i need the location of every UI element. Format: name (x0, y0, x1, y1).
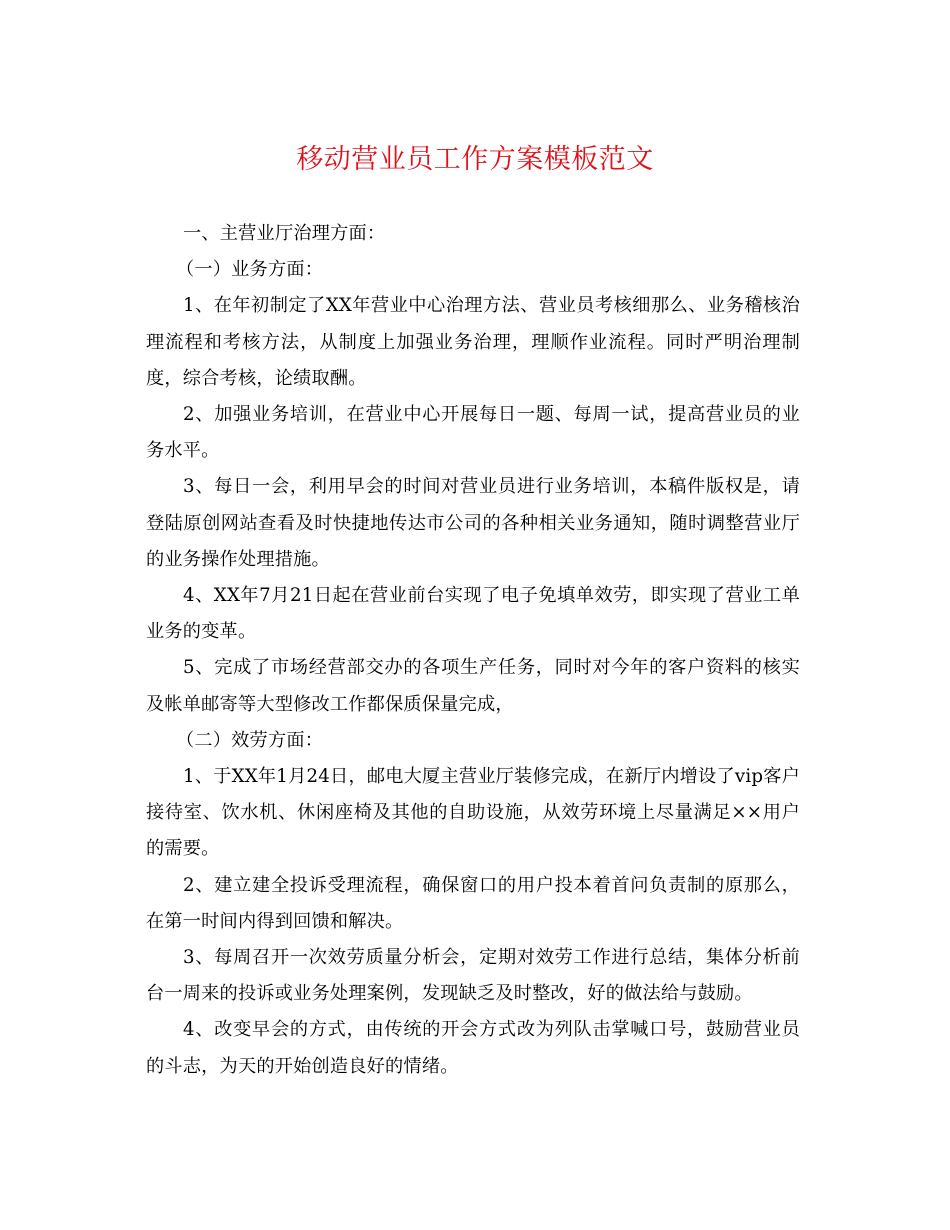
paragraph: 1、于XX年1月24日，邮电大厦主营业厅装修完成，在新厅内增设了vip客户接待室、饮水机、休闲座椅及其他的自助设施，从效劳环境上尽量满足××用户的需要。 (146, 766, 800, 860)
document-body (146, 216, 800, 1085)
paragraph: 2、加强业务培训，在营业中心开展每日一题、每周一试，提高营业员的业务水平。 (146, 404, 800, 462)
paragraph: 4、改变早会的方式，由传统的开会方式改为列队击掌喊口号，鼓励营业员的斗志，为天的开始创造良好的情绪。 (146, 1019, 800, 1077)
section-heading: 一、主营业厅治理方面： (183, 223, 386, 244)
paragraph: 2、建立建全投诉受理流程，确保窗口的用户投本着首问负责制的原那么，在第一时间内得到回馈和解决。 (146, 874, 800, 932)
subsection-heading: （一）业务方面： (176, 259, 324, 281)
paragraph: 1、在年初制定了XX年营业中心治理方法、营业员考核细那么、业务稽核治理流程和考核方法，从制度上加强业务治理，理顺作业流程。同时严明治理制度，综合考核，论绩取酬。 (146, 295, 800, 389)
paragraph: 3、每日一会，利用早会的时间对营业员进行业务培训，本稿件版权是，请登陆原创网站查看及时快捷地传达市公司的各种相关业务通知，随时调整营业厅的业务操作处理措施。 (146, 476, 800, 570)
paragraph: 4、XX年7月21日起在营业前台实现了电子免填单效劳，即实现了营业工单业务的变革。 (146, 585, 800, 643)
paragraph: 5、完成了市场经营部交办的各项生产任务，同时对今年的客户资料的核实及帐单邮寄等大型修改工作都保质保量完成， (146, 657, 800, 715)
paragraph: 3、每周召开一次效劳质量分析会，定期对效劳工作进行总结，集体分析前台一周来的投诉或业务处理案例，发现缺乏及时整改，好的做法给与鼓励。 (146, 947, 800, 1005)
subsection-heading: （二）效劳方面： (176, 729, 324, 751)
document-title: 移动营业员工作方案模板范文 (296, 144, 654, 175)
